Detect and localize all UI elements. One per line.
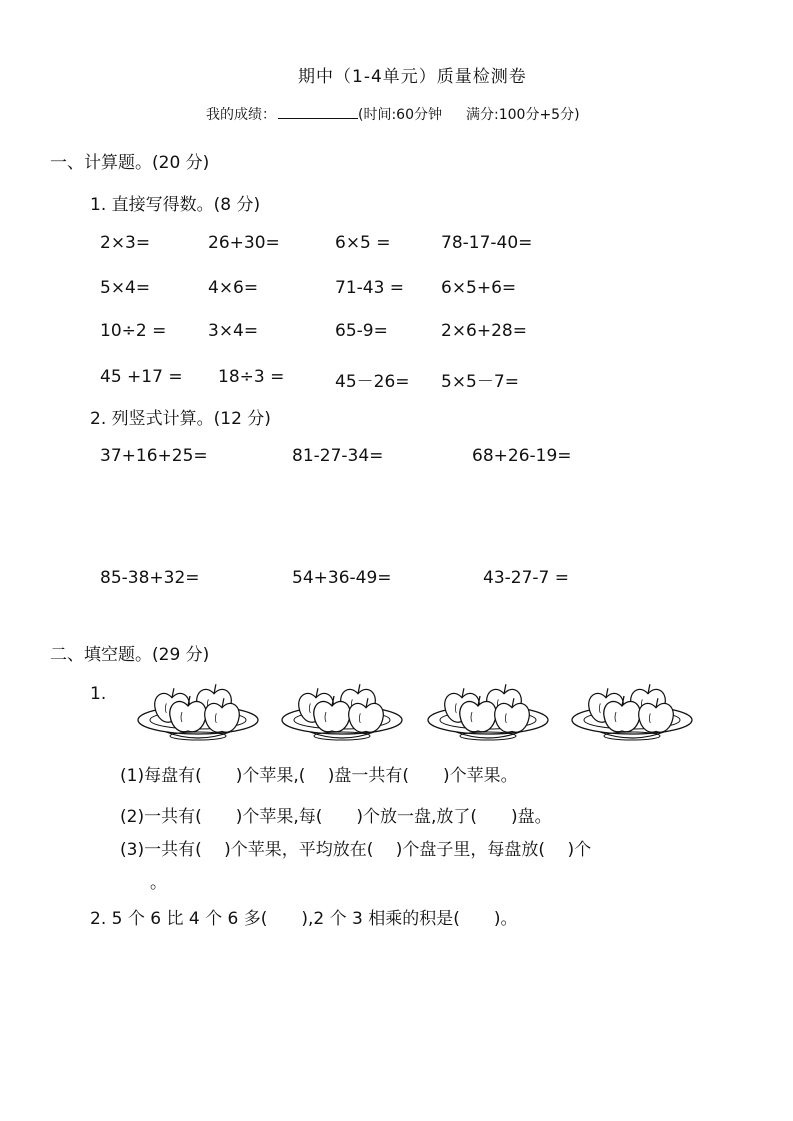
vertical-calc-item: 54+36-49= <box>292 568 392 588</box>
vertical-calc-item: 85-38+32= <box>100 568 200 588</box>
calc-item: 26+30= <box>208 233 280 253</box>
s2-q1-number: 1. <box>90 684 107 704</box>
calc-item: 71-43 = <box>335 278 405 298</box>
calc-item: 65-9= <box>335 321 388 341</box>
q1-heading: 1. 直接写得数。(8 分) <box>90 195 261 215</box>
score-line <box>206 104 580 124</box>
calc-item: 45－26= <box>335 372 410 392</box>
s2-q2: 2. 5 个 6 比 4 个 6 多( ),2 个 3 相乘的积是( )。 <box>90 909 518 929</box>
page-title: 期中（1-4单元）质量检测卷 <box>298 67 527 87</box>
calc-item: 6×5 = <box>335 233 391 253</box>
score-label: 我的成绩： <box>206 107 276 123</box>
calc-item: 5×4= <box>100 278 151 298</box>
vertical-calc-item: 37+16+25= <box>100 446 208 466</box>
calc-item: 6×5+6= <box>441 278 517 298</box>
vertical-calc-item: 68+26-19= <box>472 446 572 466</box>
calc-item: 4×6= <box>208 278 259 298</box>
s2-q1-sub1: (1)每盘有( )个苹果,( )盘一共有( )个苹果。 <box>120 766 518 786</box>
full-marks: 满分:100分+5分) <box>466 107 580 123</box>
s2-q1-sub3-end: 。 <box>150 873 167 893</box>
apple-plates-illustration <box>136 678 696 748</box>
section1-heading: 一、计算题。(20 分) <box>50 153 210 173</box>
q2-heading: 2. 列竖式计算。(12 分) <box>90 409 271 429</box>
calc-item: 2×3= <box>100 233 151 253</box>
calc-item: 78-17-40= <box>441 233 533 253</box>
calc-item: 3×4= <box>208 321 259 341</box>
vertical-calc-item: 43-27-7 = <box>483 568 569 588</box>
calc-item: 18÷3 = <box>218 367 285 387</box>
plate-3 <box>428 684 548 740</box>
s2-q1-sub3: (3)一共有( )个苹果，平均放在( )个盘子里，每盘放( )个 <box>120 840 592 860</box>
score-blank[interactable] <box>278 118 358 119</box>
calc-item: 5×5－7= <box>441 372 519 392</box>
calc-item: 10÷2 = <box>100 321 167 341</box>
plate-2 <box>282 684 402 740</box>
section2-heading: 二、填空题。(29 分) <box>50 645 210 665</box>
time-info: (时间:60分钟 <box>358 107 442 123</box>
calc-item: 2×6+28= <box>441 321 527 341</box>
plate-1 <box>138 684 258 740</box>
plate-4 <box>572 684 692 740</box>
vertical-calc-item: 81-27-34= <box>292 446 384 466</box>
s2-q1-sub2: (2)一共有( )个苹果,每( )个放一盘,放了( )盘。 <box>120 807 552 827</box>
calc-item: 45 +17 = <box>100 367 183 387</box>
